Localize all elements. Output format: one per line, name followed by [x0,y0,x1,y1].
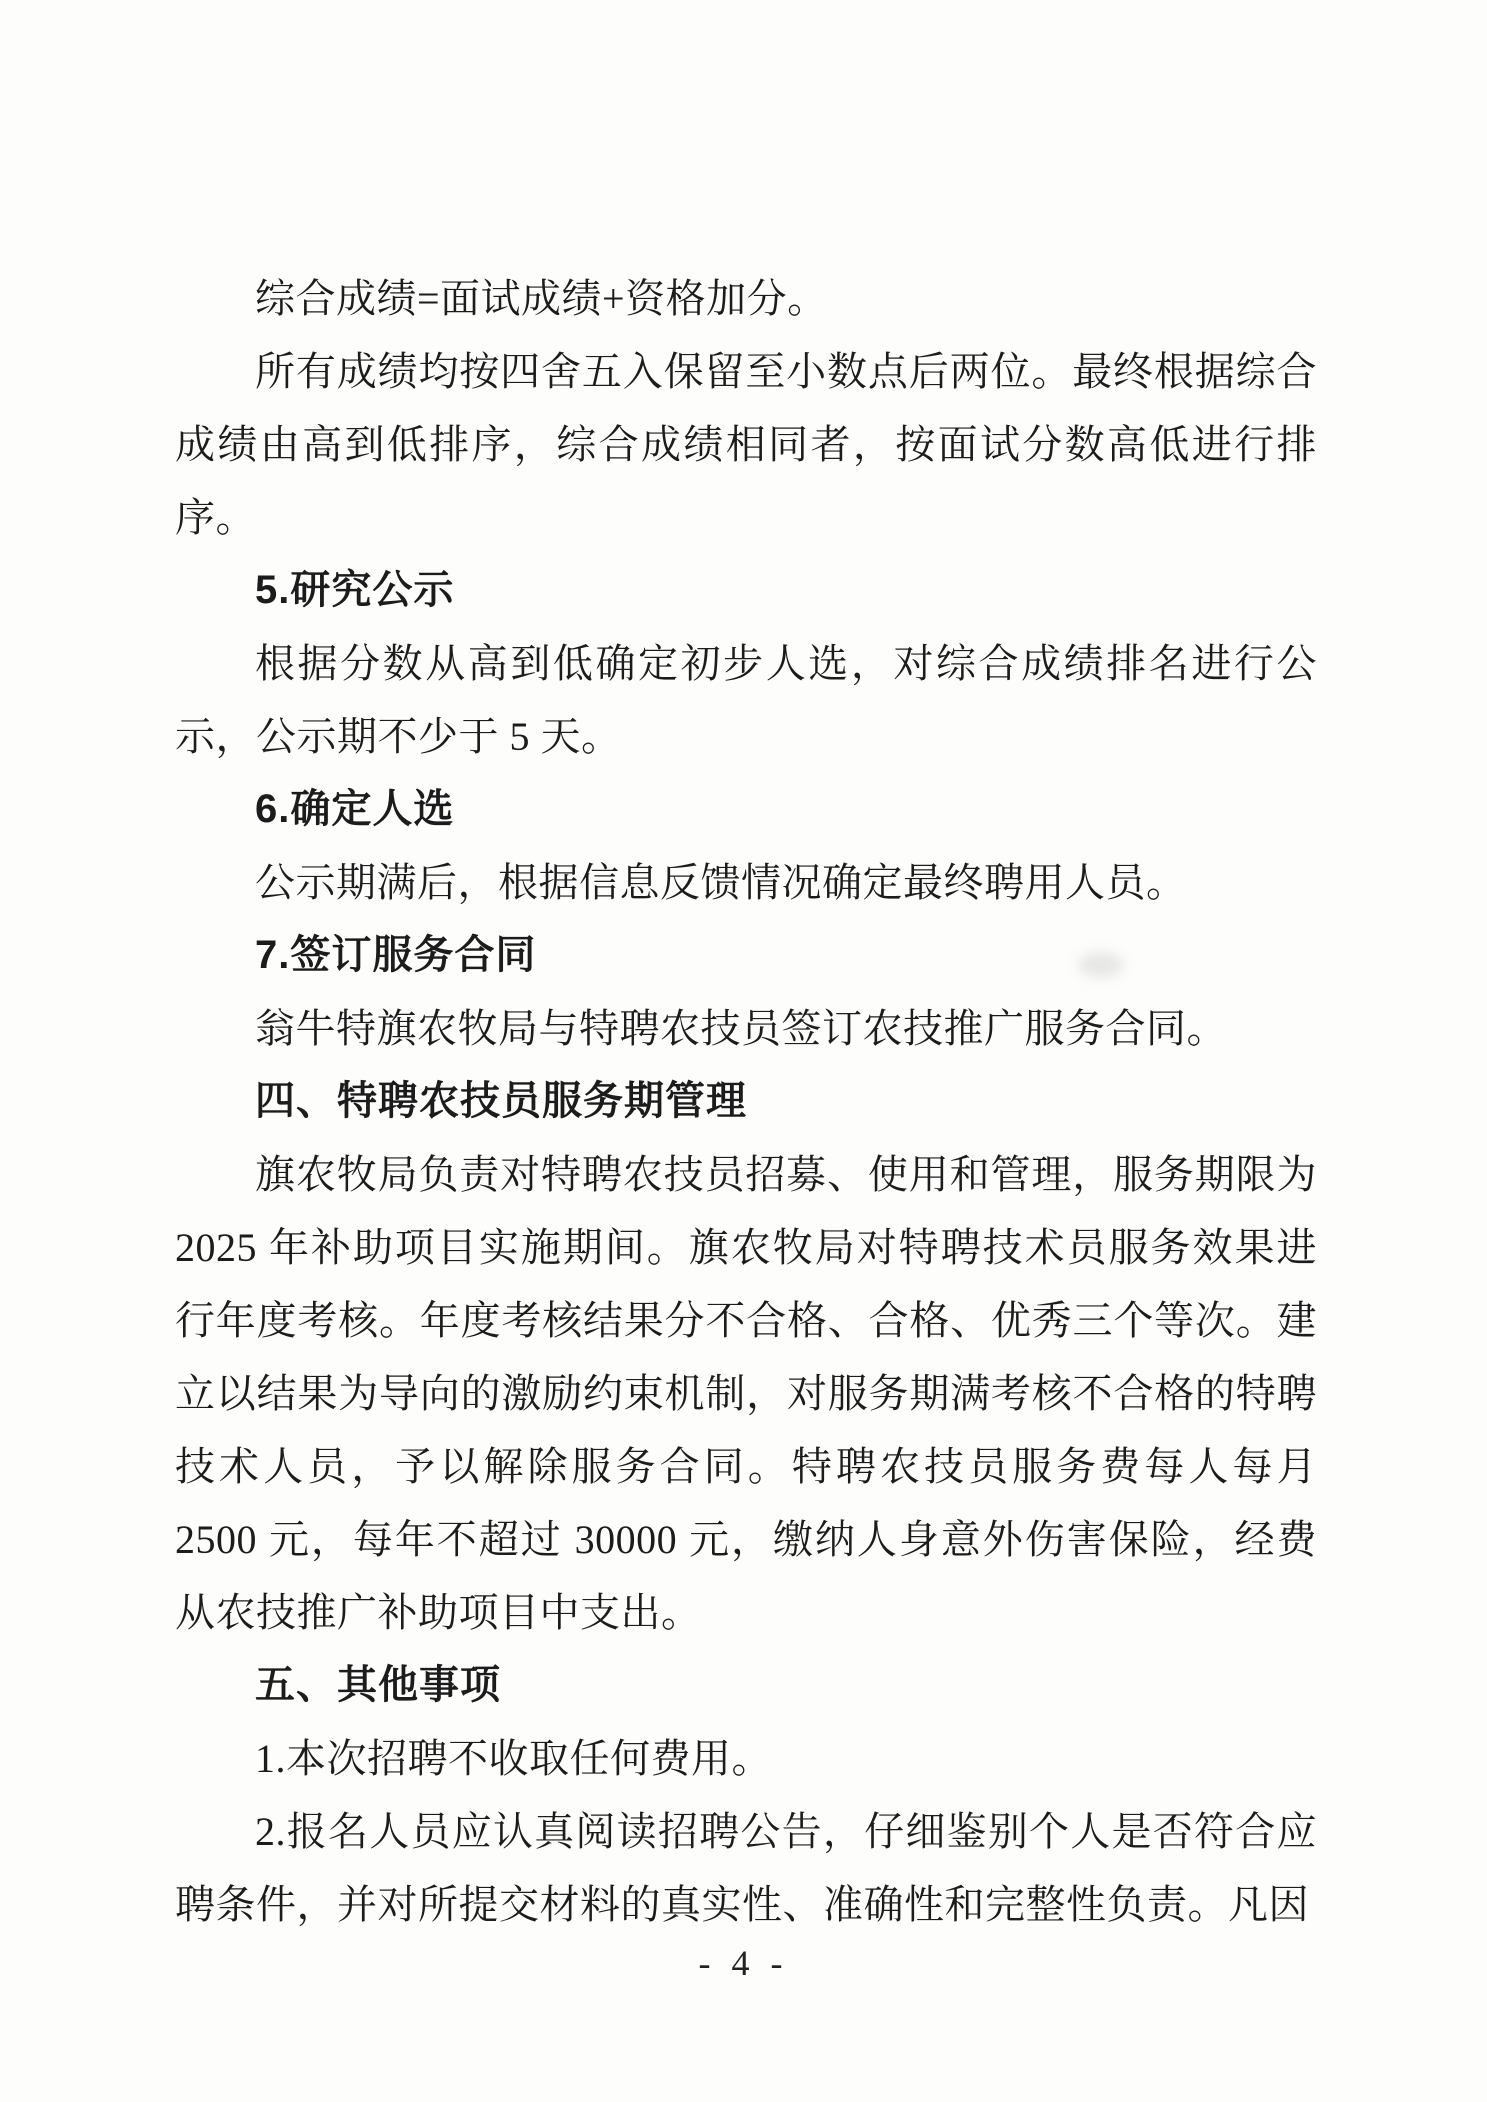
paragraph-composite-score-formula: 综合成绩=面试成绩+资格加分。 [255,276,828,321]
paragraph-contract-signing: 翁牛特旗农牧局与特聘农技员签订农技推广服务合同。 [255,1006,1227,1051]
heading-5-research-publicity: 5.研究公示 [255,568,455,612]
scan-artifact [1078,952,1124,978]
page-footer [0,1942,1487,1984]
paragraph-applicant-responsibility: 2.报名人员应认真阅读招聘公告，仔细鉴别个人是否符合应聘条件，并对所提交材料的真实性、准确性和完整性负责。凡因 [175,1809,1317,1927]
heading-section-4-service-period-management: 四、特聘农技员服务期管理 [255,1079,747,1123]
paragraph-service-management-details: 旗农牧局负责对特聘农技员招募、使用和管理，服务期限为 2025 年补助项目实施期间。旗农牧局对特聘技术员服务效果进行年度考核。年度考核结果分不合格、合格、优秀三个等次。建立以结果为导向的激励约束机制，对服务期满考核不合格的特聘技术人员，予以解除服务合同。特聘农技员服务费每人每月 2500 元，每年不超过 30000 元，缴纳人身意外伤害保险，经费从农技推广补助项目中支出。 [175,1152,1317,1635]
paragraph-publicity-period: 根据分数从高到低确定初步人选，对综合成绩排名进行公示，公示期不少于 5 天。 [175,641,1317,759]
paragraph-no-fees: 1.本次招聘不收取任何费用。 [255,1736,772,1781]
heading-7-sign-service-contract: 7.签订服务合同 [255,933,537,977]
paragraph-score-rounding-ranking: 所有成绩均按四舍五入保留至小数点后两位。最终根据综合成绩由高到低排序，综合成绩相同者，按面试分数高低进行排序。 [175,349,1317,540]
heading-section-5-other-matters: 五、其他事项 [255,1663,501,1707]
paragraph-final-hiring: 公示期满后，根据信息反馈情况确定最终聘用人员。 [255,860,1187,905]
heading-6-confirm-candidates: 6.确定人选 [255,787,455,831]
page-number: - 4 - [698,1943,789,1983]
document-body [175,262,1317,1941]
